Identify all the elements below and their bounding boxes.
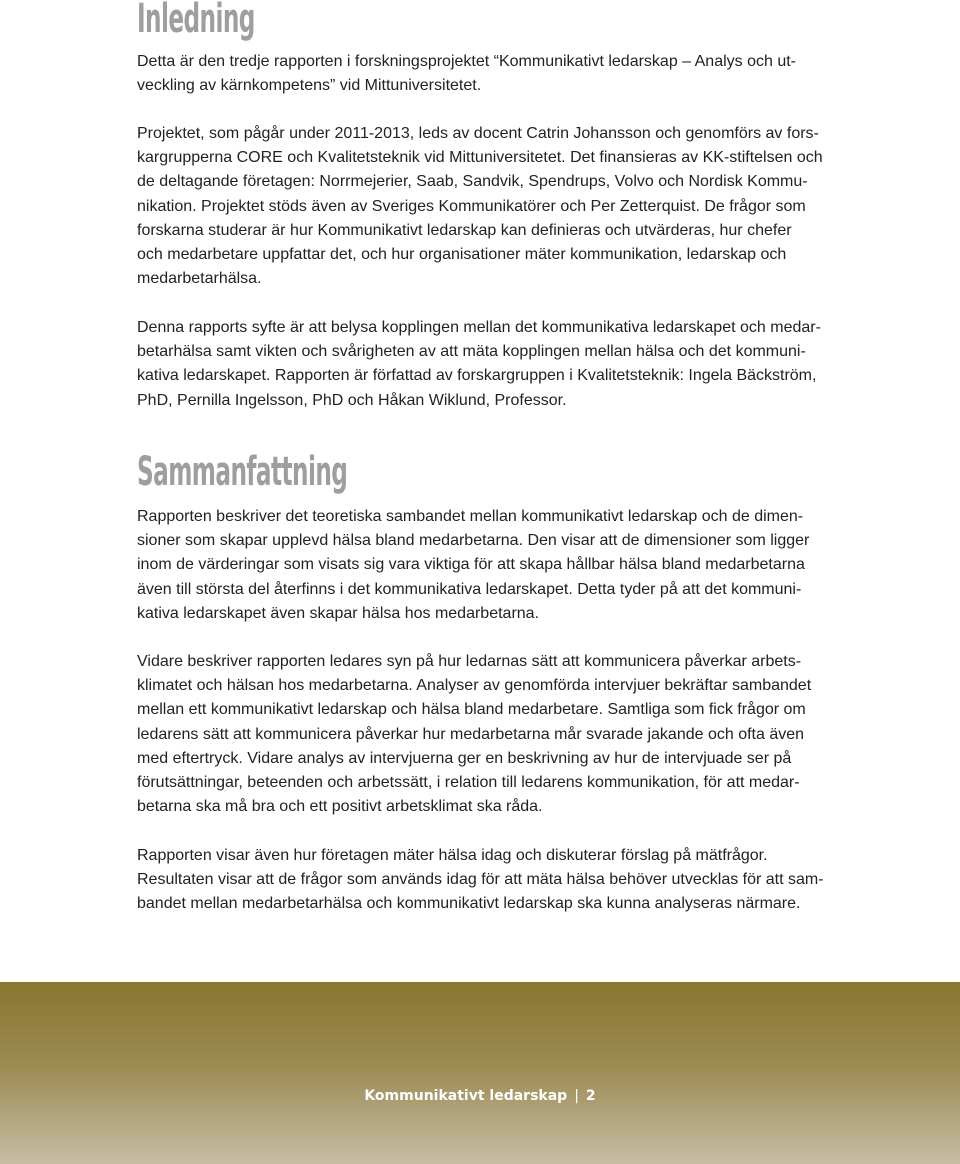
text-line: kargrupperna CORE och Kvalitetsteknik vid Mittuniversitetet. Det finansieras av KK-stiftelsen och (137, 149, 823, 167)
text-line: Vidare beskriver rapporten ledares syn på hur ledarnas sätt att kommunicera påverkar arbets- (137, 653, 802, 670)
text-line: sioner som skapar upplevd hälsa bland medarbetarna. Den visar att de dimensioner som ligger (137, 532, 810, 550)
heading-sammanfattning: Sammanfattning (137, 449, 348, 495)
heading-inledning: Inledning (137, 0, 255, 42)
footer-title: Kommunikativt ledarskap (364, 1088, 568, 1104)
text-line: betarhälsa samt vikten och svårigheten av att mäta kopplingen mellan hälsa och det kommuni- (137, 343, 806, 361)
text-line: betarna ska må bra och ett positivt arbetsklimat ska råda. (137, 798, 543, 816)
text-line: Resultaten visar att de frågor som används idag för att mäta hälsa behöver utvecklas för att sam- (137, 871, 824, 889)
text-line: även till största del återfinns i det kommunikativa ledarskapet. Detta tyder på att det kommuni- (137, 580, 802, 598)
text-line: forskarna studerar är hur Kommunikativt ledarskap kan definieras och utvärderas, hur chefer (137, 221, 792, 239)
footer-label (0, 1088, 960, 1104)
text-line: medarbetarhälsa. (137, 270, 262, 288)
text-line: kativa ledarskapet även skapar hälsa hos medarbetarna. (137, 604, 540, 622)
text-line: Rapporten beskriver det teoretiska sambandet mellan kommunikativt ledarskap och de dimen- (137, 508, 804, 525)
intro-paragraph-3 (137, 316, 837, 413)
text-line: kativa ledarskapet. Rapporten är författad av forskargruppen i Kvalitetsteknik: Ingela Bäckström, (137, 367, 817, 385)
text-line: Denna rapports syfte är att belysa kopplingen mellan det kommunikativa ledarskapet och medar- (137, 319, 821, 336)
summary-paragraph-1 (137, 505, 837, 626)
text-line: Projektet, som pågår under 2011-2013, leds av docent Catrin Johansson och genomförs av fors- (137, 125, 819, 142)
text-line: PhD, Pernilla Ingelsson, PhD och Håkan Wiklund, Professor. (137, 391, 567, 409)
text-line: och medarbetare uppfattar det, och hur organisationer mäter kommunikation, ledarskap och (137, 246, 787, 264)
text-line: veckling av kärnkompetens” vid Mittuniversitetet. (137, 77, 482, 95)
footer-band (0, 982, 960, 1164)
text-line: ledarens sätt att kommunicera påverkar hur medarbetarna mår svarade jakande och ofta även (137, 725, 805, 743)
text-line: klimatet och hälsan hos medarbetarna. Analyser av genomförda intervjuer bekräftar sambandet (137, 677, 812, 695)
intro-paragraph-1 (137, 50, 837, 98)
text-line: förutsättningar, beteenden och arbetssätt, i relation till ledarens kommunikation, för att medar- (137, 774, 800, 792)
text-line: de deltagande företagen: Norrmejerier, Saab, Sandvik, Spendrups, Volvo och Nordisk Kommu- (137, 173, 808, 191)
text-line: nikation. Projektet stöds även av Sveriges Kommunikatörer och Per Zetterquist. De frågor som (137, 197, 806, 215)
text-line: mellan ett kommunikativt ledarskap och hälsa bland medarbetare. Samtliga som fick frågor om (137, 701, 806, 719)
text-line: Rapporten visar även hur företagen mäter hälsa idag och diskuterar förslag på mätfrågor. (137, 847, 768, 864)
page-number: 2 (585, 1088, 596, 1104)
summary-paragraph-2 (137, 650, 837, 819)
footer-separator: | (574, 1088, 579, 1104)
intro-paragraph-2 (137, 122, 837, 291)
text-line: bandet mellan medarbetarhälsa och kommunikativt ledarskap ska kunna analyseras närmare. (137, 895, 801, 913)
text-line: Detta är den tredje rapporten i forskningsprojektet “Kommunikativt ledarskap – Analys och ut- (137, 53, 796, 70)
summary-paragraph-3 (137, 844, 837, 917)
text-line: med eftertryck. Vidare analys av intervjuerna ger en beskrivning av hur de intervjuade ser på (137, 749, 792, 767)
text-line: inom de värderingar som visats sig vara viktiga för att skapa hållbar hälsa bland medarbetarna (137, 556, 805, 574)
